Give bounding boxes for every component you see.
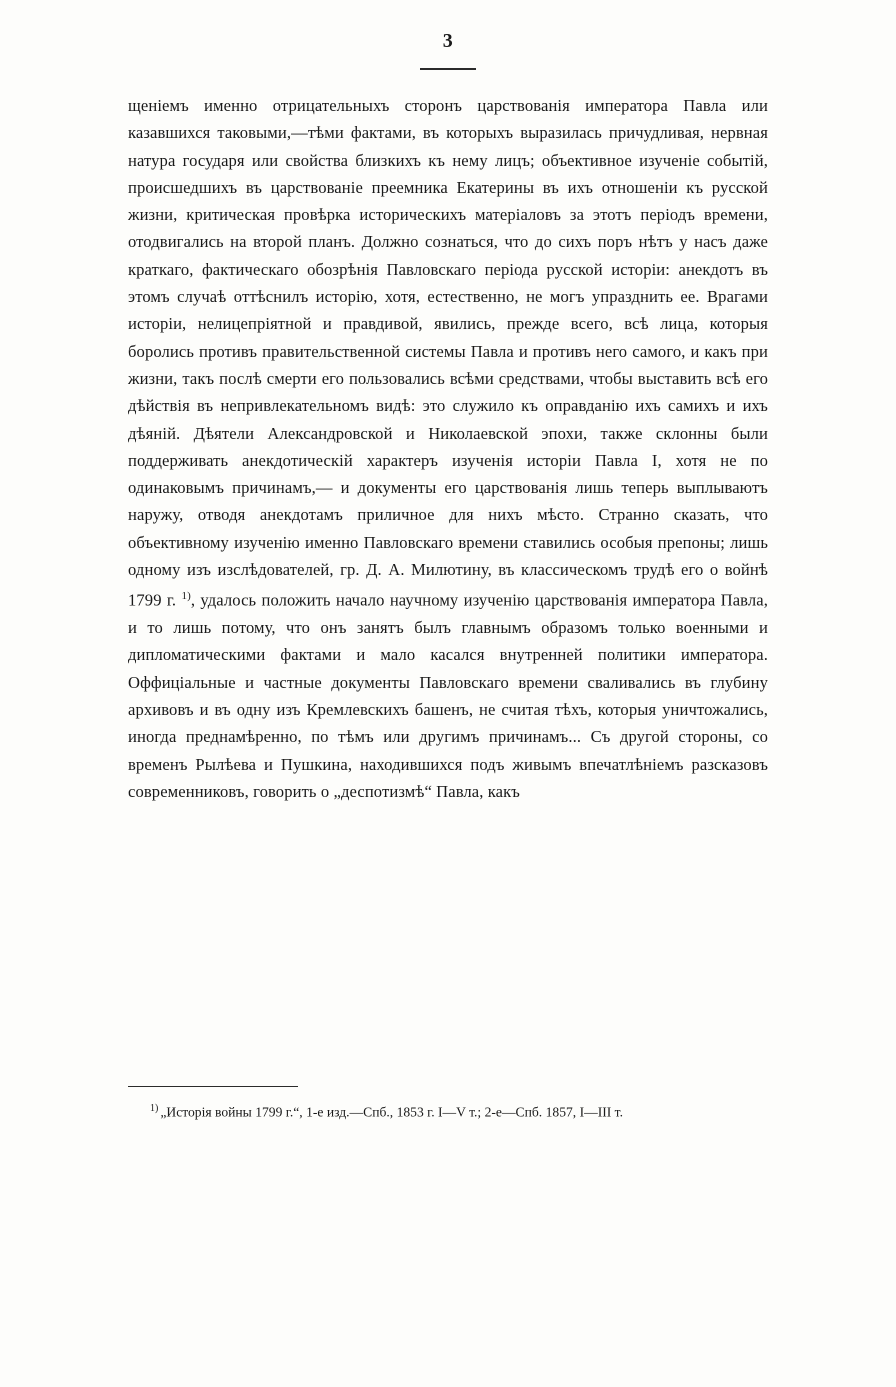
body-paragraph — [128, 92, 768, 805]
body-text-before-footnote: щеніемъ именно отрицательныхъ сторонъ царствованія императора Павла или казавшихся таковыми,—тѣми фактами, въ которыхъ выразилась причудливая, нервная натура государя или свойства близкихъ къ нему лицъ; объективное изученіе событій, происшедшихъ въ царствованіе преемника Екатерины въ ихъ отношеніи къ русской жизни, критическая провѣрка историческихъ матеріаловъ за этотъ періодъ времени, отодвигались на второй планъ. Должно сознаться, что до сихъ поръ нѣтъ у насъ даже краткаго, фактическаго обозрѣнія Павловскаго періода русской исторіи: анекдотъ въ этомъ случаѣ оттѣснилъ исторію, хотя, естественно, не могъ упразднить ее. Врагами исторіи, нелицепріятной и правдивой, явились, прежде всего, всѣ лица, которыя боролись противъ правительственной системы Павла и противъ него самого, и какъ при жизни, такъ послѣ смерти его пользовались всѣми средствами, чтобы выставить всѣ его дѣйствія въ непривлекательномъ видѣ: это служило къ оправданію ихъ самихъ и ихъ дѣяній. Дѣятели Александровской и Николаевской эпохи, также склонны были поддерживать анекдотическій характеръ изученія исторіи Павла I, хотя не по одинаковымъ причинамъ,— и документы его царствованія лишь теперь выплываютъ наружу, отводя анекдотамъ приличное для нихъ мѣсто. Странно сказать, что объективному изученію именно Павловскаго времени ставились особыя препоны; лишь одному изъ изслѣдователей, гр. Д. А. Милютину, въ классическомъ трудѣ его о войнѣ 1799 г. — [128, 96, 768, 610]
footnote-marker: 1) — [150, 1103, 159, 1114]
footnote-block — [128, 1098, 768, 1124]
page-number: 3 — [442, 30, 454, 52]
header-rule — [420, 68, 476, 70]
footnote-reference[interactable]: 1) — [181, 590, 191, 603]
footnote-separator-rule — [128, 1086, 298, 1087]
body-text-after-footnote: , удалось положить начало научному изученію царствованія императора Павла, и то лишь потому, что онъ занятъ былъ главнымъ образомъ только военными и дипломатическими фактами и мало касался внутренней политики императора. Оффиціальные и частные документы Павловскаго времени сваливались въ глубину архивовъ и въ одну изъ Кремлевскихъ башенъ, не считая тѣхъ, которыя уничтожались, иногда преднамѣренно, по тѣмъ или другимъ причинамъ... Съ другой стороны, со временъ Рылѣева и Пушкина, находившихся подъ живымъ впечатлѣніемъ разсказовъ современниковъ, говорить о „деспотизмѣ“ Павла, какъ — [128, 590, 768, 801]
body-text — [128, 92, 768, 805]
footnote-text: „Исторія войны 1799 г.“, 1-е изд.—Спб., 1853 г. I—V т.; 2-е—Спб. 1857, I—III т. — [160, 1104, 623, 1120]
